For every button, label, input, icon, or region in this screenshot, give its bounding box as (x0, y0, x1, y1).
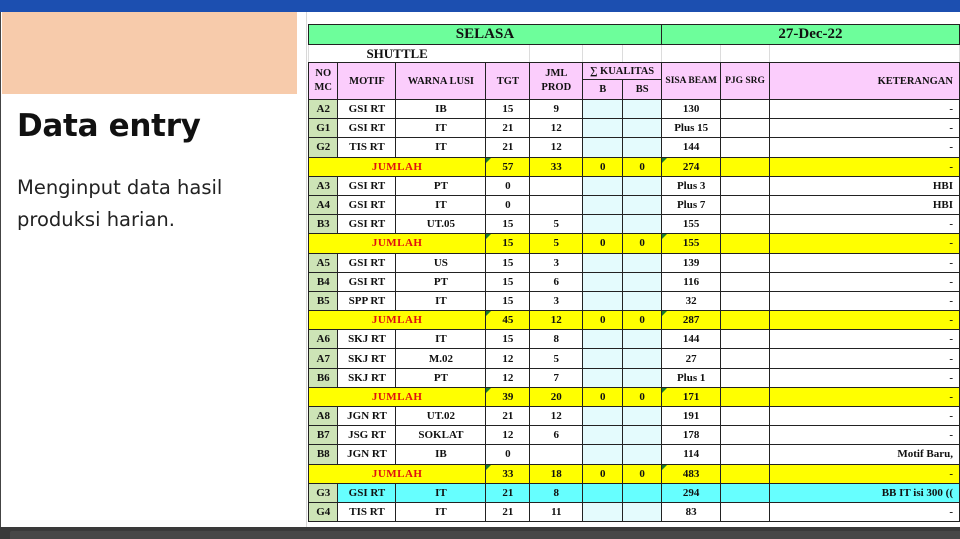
cell-keterangan: - (769, 330, 959, 349)
cell-sisa-beam: Plus 1 (661, 368, 720, 387)
cell-keterangan: - (769, 387, 959, 406)
cell-bs: 0 (623, 387, 662, 406)
cell-b (583, 330, 623, 349)
slide-title: Data entry (17, 108, 201, 144)
cell-jml-prod (530, 195, 583, 214)
cell-warna-lusi: IB (396, 100, 486, 119)
cell-bs: 0 (623, 234, 662, 253)
cell-b (583, 349, 623, 368)
section-row (309, 45, 960, 63)
cell-keterangan: - (769, 464, 959, 483)
section-label: SHUTTLE (309, 45, 486, 63)
cell-bs (623, 119, 662, 138)
slide (0, 12, 960, 527)
table-row (309, 368, 960, 387)
cell-tgt: 57 (486, 157, 530, 176)
cell-bs (623, 291, 662, 310)
cell-keterangan: - (769, 426, 959, 445)
table-row (309, 195, 960, 214)
window-bottom-bar (0, 527, 960, 539)
cell-keterangan: - (769, 157, 959, 176)
cell-warna-lusi: PT (396, 176, 486, 195)
cell-b (583, 215, 623, 234)
cell-pjg-srg (721, 272, 769, 291)
table-row (309, 253, 960, 272)
cell-no-mc: A7 (309, 349, 338, 368)
header-pjg-srg: PJG SRG (721, 63, 769, 100)
cell-jml-prod: 8 (530, 483, 583, 502)
cell-tgt: 12 (486, 368, 530, 387)
jumlah-label: JUMLAH (309, 311, 486, 330)
cell-keterangan: - (769, 407, 959, 426)
cell-keterangan: - (769, 138, 959, 157)
cell-bs (623, 330, 662, 349)
cell-pjg-srg (721, 407, 769, 426)
cell-jml-prod: 5 (530, 349, 583, 368)
cell-sisa-beam: 155 (661, 215, 720, 234)
table-row (309, 291, 960, 310)
cell-motif: GSI RT (338, 176, 396, 195)
cell-sisa-beam: 287 (661, 311, 720, 330)
cell-b (583, 426, 623, 445)
cell-jml-prod: 5 (530, 215, 583, 234)
cell-b (583, 100, 623, 119)
cell-motif: TIS RT (338, 502, 396, 521)
cell-keterangan: - (769, 291, 959, 310)
header-warna-lusi: WARNA LUSI (396, 63, 486, 100)
cell-pjg-srg (721, 234, 769, 253)
table-row (309, 483, 960, 502)
cell-pjg-srg (721, 291, 769, 310)
cell-tgt: 33 (486, 464, 530, 483)
cell-warna-lusi: UT.05 (396, 215, 486, 234)
cell-bs (623, 100, 662, 119)
cell-keterangan: - (769, 311, 959, 330)
cell-motif: GSI RT (338, 119, 396, 138)
cell-warna-lusi: SOKLAT (396, 426, 486, 445)
cell-motif: TIS RT (338, 138, 396, 157)
cell-bs (623, 253, 662, 272)
cell-bs: 0 (623, 464, 662, 483)
cell-warna-lusi: IT (396, 195, 486, 214)
spreadsheet-image (300, 12, 960, 527)
cell-pjg-srg (721, 157, 769, 176)
cell-motif: GSI RT (338, 272, 396, 291)
cell-pjg-srg (721, 426, 769, 445)
cell-motif: SKJ RT (338, 368, 396, 387)
cell-warna-lusi: PT (396, 368, 486, 387)
table-row (309, 407, 960, 426)
header-kualitas: ∑ KUALITAS (583, 63, 662, 80)
cell-sisa-beam: 483 (661, 464, 720, 483)
cell-sisa-beam: 32 (661, 291, 720, 310)
cell-keterangan: - (769, 234, 959, 253)
cell-keterangan: - (769, 100, 959, 119)
table-row (309, 138, 960, 157)
cell-sisa-beam: Plus 15 (661, 119, 720, 138)
table-row (309, 119, 960, 138)
cell-b (583, 291, 623, 310)
column-header-row (309, 63, 960, 80)
cell-tgt: 15 (486, 234, 530, 253)
cell-warna-lusi: IT (396, 330, 486, 349)
cell-motif: JGN RT (338, 407, 396, 426)
cell-jml-prod: 9 (530, 100, 583, 119)
cell-b: 0 (583, 387, 623, 406)
cell-bs (623, 445, 662, 464)
cell-no-mc: G1 (309, 119, 338, 138)
cell-no-mc: G4 (309, 502, 338, 521)
cell-sisa-beam: Plus 3 (661, 176, 720, 195)
cell-jml-prod: 5 (530, 234, 583, 253)
table-row (309, 176, 960, 195)
cell-tgt: 12 (486, 426, 530, 445)
cell-keterangan: - (769, 272, 959, 291)
date-label: 27-Dec-22 (661, 25, 959, 45)
cell-no-mc: B5 (309, 291, 338, 310)
cell-motif: SKJ RT (338, 349, 396, 368)
header-jml-prod: JML PROD (530, 63, 583, 100)
cell-bs (623, 426, 662, 445)
cell-jml-prod (530, 176, 583, 195)
cell-keterangan: - (769, 215, 959, 234)
cell-pjg-srg (721, 387, 769, 406)
cell-bs (623, 502, 662, 521)
cell-pjg-srg (721, 311, 769, 330)
cell-sisa-beam: 191 (661, 407, 720, 426)
jumlah-label: JUMLAH (309, 387, 486, 406)
table-row (309, 502, 960, 521)
jumlah-row (309, 311, 960, 330)
cell-warna-lusi: UT.02 (396, 407, 486, 426)
cell-sisa-beam: 171 (661, 387, 720, 406)
cell-bs (623, 368, 662, 387)
cell-no-mc: A3 (309, 176, 338, 195)
cell-no-mc: B7 (309, 426, 338, 445)
cell-b (583, 483, 623, 502)
header-sisa-beam: SISA BEAM (661, 63, 720, 100)
cell-pjg-srg (721, 176, 769, 195)
cell-bs: 0 (623, 157, 662, 176)
cell-jml-prod: 3 (530, 291, 583, 310)
cell-no-mc: B3 (309, 215, 338, 234)
cell-b (583, 138, 623, 157)
cell-pjg-srg (721, 195, 769, 214)
cell-keterangan: - (769, 349, 959, 368)
header-bs: BS (623, 80, 662, 100)
header-keterangan: KETERANGAN (769, 63, 959, 100)
cell-sisa-beam: 116 (661, 272, 720, 291)
cell-jml-prod: 6 (530, 426, 583, 445)
header-tgt: TGT (486, 63, 530, 100)
cell-b: 0 (583, 464, 623, 483)
cell-tgt: 15 (486, 100, 530, 119)
table-row (309, 330, 960, 349)
cell-b: 0 (583, 157, 623, 176)
cell-tgt: 39 (486, 387, 530, 406)
cell-sisa-beam: Plus 7 (661, 195, 720, 214)
cell-warna-lusi: IT (396, 483, 486, 502)
cell-pjg-srg (721, 330, 769, 349)
cell-jml-prod: 20 (530, 387, 583, 406)
table-row (309, 445, 960, 464)
cell-sisa-beam: 178 (661, 426, 720, 445)
cell-warna-lusi: US (396, 253, 486, 272)
cell-sisa-beam: 155 (661, 234, 720, 253)
cell-bs (623, 215, 662, 234)
cell-motif: SPP RT (338, 291, 396, 310)
cell-jml-prod: 12 (530, 119, 583, 138)
header-no-mc: NO MC (309, 63, 338, 100)
cell-keterangan: - (769, 253, 959, 272)
cell-bs (623, 407, 662, 426)
cell-warna-lusi: IT (396, 138, 486, 157)
cell-keterangan: - (769, 119, 959, 138)
cell-tgt: 0 (486, 176, 530, 195)
cell-motif: JGN RT (338, 445, 396, 464)
cell-keterangan: HBI (769, 195, 959, 214)
cell-pjg-srg (721, 215, 769, 234)
cell-sisa-beam: 83 (661, 502, 720, 521)
cell-no-mc: B8 (309, 445, 338, 464)
cell-sisa-beam: 274 (661, 157, 720, 176)
cell-motif: GSI RT (338, 100, 396, 119)
slide-description: Menginput data hasil produksi harian. (17, 176, 223, 231)
cell-bs (623, 138, 662, 157)
cell-tgt: 45 (486, 311, 530, 330)
cell-jml-prod (530, 445, 583, 464)
cell-tgt: 21 (486, 119, 530, 138)
cell-jml-prod: 11 (530, 502, 583, 521)
cell-no-mc: A6 (309, 330, 338, 349)
cell-no-mc: A5 (309, 253, 338, 272)
cell-b (583, 176, 623, 195)
cell-tgt: 21 (486, 502, 530, 521)
day-header-row (309, 25, 960, 45)
cell-b (583, 407, 623, 426)
production-table (308, 24, 960, 522)
cell-tgt: 12 (486, 349, 530, 368)
jumlah-row (309, 387, 960, 406)
cell-pjg-srg (721, 445, 769, 464)
jumlah-label: JUMLAH (309, 157, 486, 176)
cell-bs: 0 (623, 311, 662, 330)
jumlah-label: JUMLAH (309, 234, 486, 253)
cell-jml-prod: 7 (530, 368, 583, 387)
cell-b (583, 502, 623, 521)
jumlah-row (309, 234, 960, 253)
cell-jml-prod: 3 (530, 253, 583, 272)
cell-tgt: 15 (486, 253, 530, 272)
cell-no-mc: A8 (309, 407, 338, 426)
cell-motif: GSI RT (338, 253, 396, 272)
cell-no-mc: G3 (309, 483, 338, 502)
cell-b (583, 272, 623, 291)
cell-pjg-srg (721, 138, 769, 157)
cell-no-mc: G2 (309, 138, 338, 157)
cell-tgt: 0 (486, 195, 530, 214)
cell-b (583, 195, 623, 214)
cell-pjg-srg (721, 368, 769, 387)
cell-pjg-srg (721, 119, 769, 138)
cell-b: 0 (583, 311, 623, 330)
cell-no-mc: B4 (309, 272, 338, 291)
cell-jml-prod: 12 (530, 311, 583, 330)
cell-keterangan: BB IT isi 300 (( (769, 483, 959, 502)
cell-keterangan: - (769, 502, 959, 521)
table-row (309, 100, 960, 119)
cell-tgt: 15 (486, 330, 530, 349)
cell-warna-lusi: PT (396, 272, 486, 291)
cell-tgt: 15 (486, 272, 530, 291)
cell-motif: SKJ RT (338, 330, 396, 349)
cell-motif: GSI RT (338, 215, 396, 234)
cell-tgt: 15 (486, 215, 530, 234)
cell-bs (623, 272, 662, 291)
jumlah-label: JUMLAH (309, 464, 486, 483)
cell-warna-lusi: IT (396, 119, 486, 138)
table-row (309, 349, 960, 368)
slide-text-panel (0, 12, 308, 527)
cell-warna-lusi: M.02 (396, 349, 486, 368)
table-row (309, 426, 960, 445)
cell-jml-prod: 6 (530, 272, 583, 291)
cell-bs (623, 483, 662, 502)
cell-jml-prod: 8 (530, 330, 583, 349)
cell-tgt: 21 (486, 407, 530, 426)
cell-motif: JSG RT (338, 426, 396, 445)
cell-tgt: 15 (486, 291, 530, 310)
cell-warna-lusi: IB (396, 445, 486, 464)
cell-sisa-beam: 114 (661, 445, 720, 464)
cell-sisa-beam: 27 (661, 349, 720, 368)
day-label: SELASA (309, 25, 662, 45)
cell-b (583, 119, 623, 138)
cell-b (583, 253, 623, 272)
decorative-banner (2, 12, 297, 94)
cell-tgt: 21 (486, 138, 530, 157)
cell-no-mc: A2 (309, 100, 338, 119)
cell-pjg-srg (721, 349, 769, 368)
jumlah-row (309, 157, 960, 176)
cell-sisa-beam: 144 (661, 330, 720, 349)
cell-keterangan: Motif Baru, (769, 445, 959, 464)
cell-sisa-beam: 139 (661, 253, 720, 272)
cell-pjg-srg (721, 100, 769, 119)
cell-tgt: 0 (486, 445, 530, 464)
cell-jml-prod: 12 (530, 138, 583, 157)
cell-no-mc: A4 (309, 195, 338, 214)
cell-b (583, 445, 623, 464)
cell-keterangan: HBI (769, 176, 959, 195)
cell-tgt: 21 (486, 483, 530, 502)
cell-bs (623, 195, 662, 214)
header-motif: MOTIF (338, 63, 396, 100)
cell-pjg-srg (721, 483, 769, 502)
cell-pjg-srg (721, 253, 769, 272)
cell-keterangan: - (769, 368, 959, 387)
cell-b: 0 (583, 234, 623, 253)
window-top-bar (0, 0, 960, 12)
cell-sisa-beam: 144 (661, 138, 720, 157)
cell-bs (623, 349, 662, 368)
cell-no-mc: B6 (309, 368, 338, 387)
jumlah-row (309, 464, 960, 483)
table-row (309, 215, 960, 234)
cell-jml-prod: 33 (530, 157, 583, 176)
divider (306, 12, 307, 527)
cell-warna-lusi: IT (396, 502, 486, 521)
cell-jml-prod: 12 (530, 407, 583, 426)
cell-pjg-srg (721, 502, 769, 521)
cell-b (583, 368, 623, 387)
cell-pjg-srg (721, 464, 769, 483)
cell-sisa-beam: 294 (661, 483, 720, 502)
cell-bs (623, 176, 662, 195)
cell-motif: GSI RT (338, 195, 396, 214)
cell-motif: GSI RT (338, 483, 396, 502)
cell-warna-lusi: IT (396, 291, 486, 310)
cell-jml-prod: 18 (530, 464, 583, 483)
cell-sisa-beam: 130 (661, 100, 720, 119)
table-row (309, 272, 960, 291)
header-b: B (583, 80, 623, 100)
